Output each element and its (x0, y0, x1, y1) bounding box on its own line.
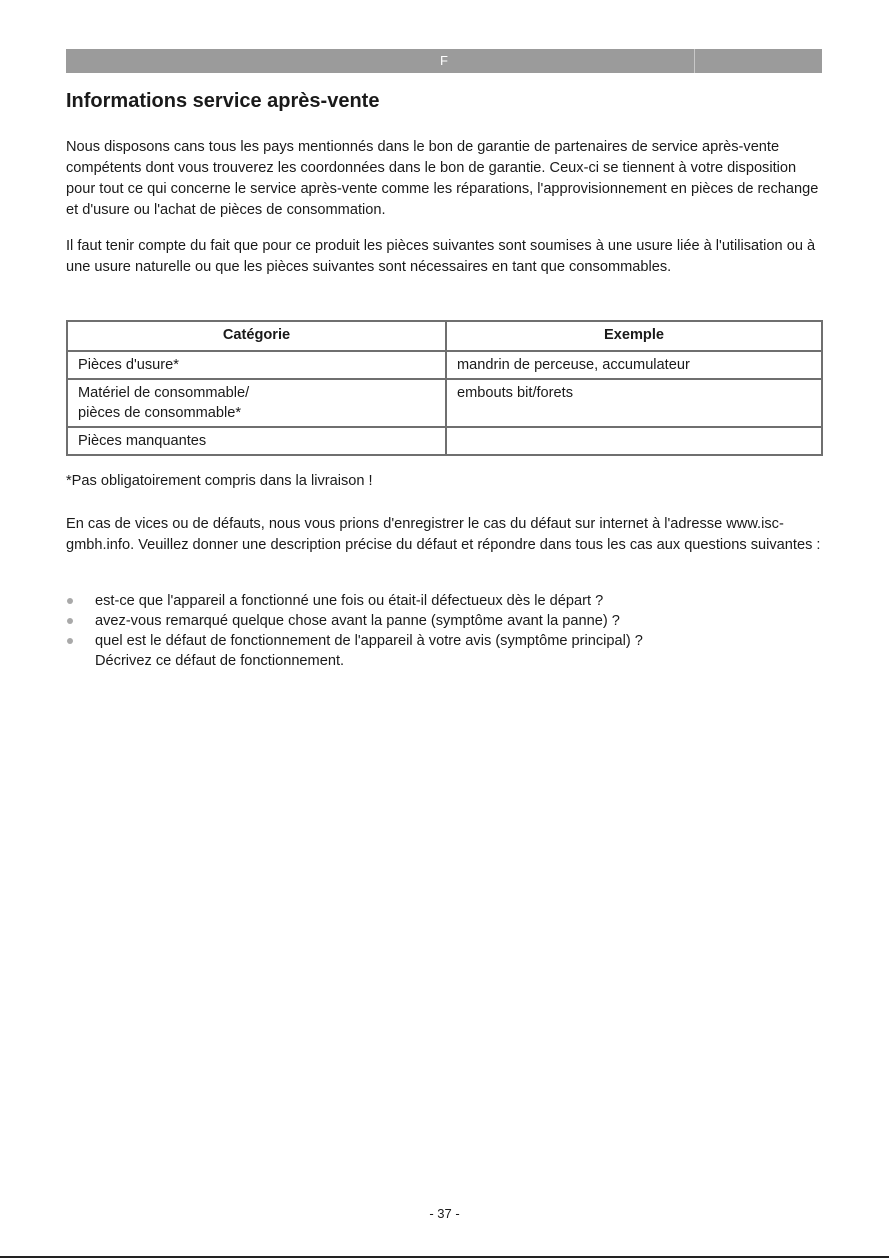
column-header-example: Exemple (446, 321, 822, 351)
question-text: avez-vous remarqué quelque chose avant la panne (symptôme avant la panne) ? (95, 613, 620, 629)
list-item (66, 591, 823, 611)
header-divider (694, 49, 695, 73)
defect-report-paragraph: En cas de vices ou de défauts, nous vous prions d'enregistrer le cas du défaut sur internet à l'adresse www.isc-gmbh.info. Veuillez donner une description précise du défaut et répondre dans tous les cas aux questions suivantes : (66, 516, 821, 553)
intro-paragraph: Nous disposons cans tous les pays mentionnés dans le bon de garantie de partenaires de service après-vente compétents dont vous trouverez les coordonnées dans le bon de garantie. Ceux-ci se tiennent à votre disposition pour tout ce qui concerne le service après-vente comme les réparations, l'approvisionnement en pièces de rechange et d'usure ou l'achat de pièces de consommation. (66, 139, 819, 218)
bullet-icon (67, 618, 73, 624)
category-line: pièces de consommable* (78, 405, 242, 421)
bullet-icon (67, 598, 73, 604)
page-title: Informations service après-vente (66, 90, 380, 112)
column-header-category: Catégorie (67, 321, 446, 351)
bullet-icon (67, 638, 73, 644)
category-cell: Pièces manquantes (67, 427, 446, 455)
table-row (67, 351, 822, 379)
footnote: *Pas obligatoirement compris dans la livraison ! (66, 473, 373, 489)
example-cell: embouts bit/forets (446, 379, 822, 427)
table-row (67, 427, 822, 455)
question-continuation-text: Décrivez ce défaut de fonctionnement. (95, 653, 345, 669)
list-item-continuation (66, 651, 823, 671)
bottom-divider (0, 1256, 889, 1258)
wear-parts-paragraph: Il faut tenir compte du fait que pour ce produit les pièces suivantes sont soumises à une usure liée à l'utilisation ou à une usure naturelle ou que les pièces suivantes sont nécessaires en tant que consommables. (66, 238, 816, 275)
list-item (66, 631, 823, 651)
example-cell (446, 427, 822, 455)
page-number: - 37 - (429, 1206, 460, 1221)
question-list (66, 591, 823, 671)
question-text: est-ce que l'appareil a fonctionné une fois ou était-il défectueux dès le départ ? (95, 593, 604, 609)
wear-parts-table (66, 320, 823, 456)
question-text: quel est le défaut de fonctionnement de l'appareil à votre avis (symptôme principal) ? (95, 633, 643, 649)
example-cell: mandrin de perceuse, accumulateur (446, 351, 822, 379)
language-header-bar (66, 49, 822, 73)
table-header-row (67, 321, 822, 351)
category-cell (67, 379, 446, 427)
language-code: F (440, 53, 448, 68)
list-item (66, 611, 823, 631)
category-cell: Pièces d'usure* (67, 351, 446, 379)
category-line: Matériel de consommable/ (78, 385, 250, 401)
table-row (67, 379, 822, 427)
